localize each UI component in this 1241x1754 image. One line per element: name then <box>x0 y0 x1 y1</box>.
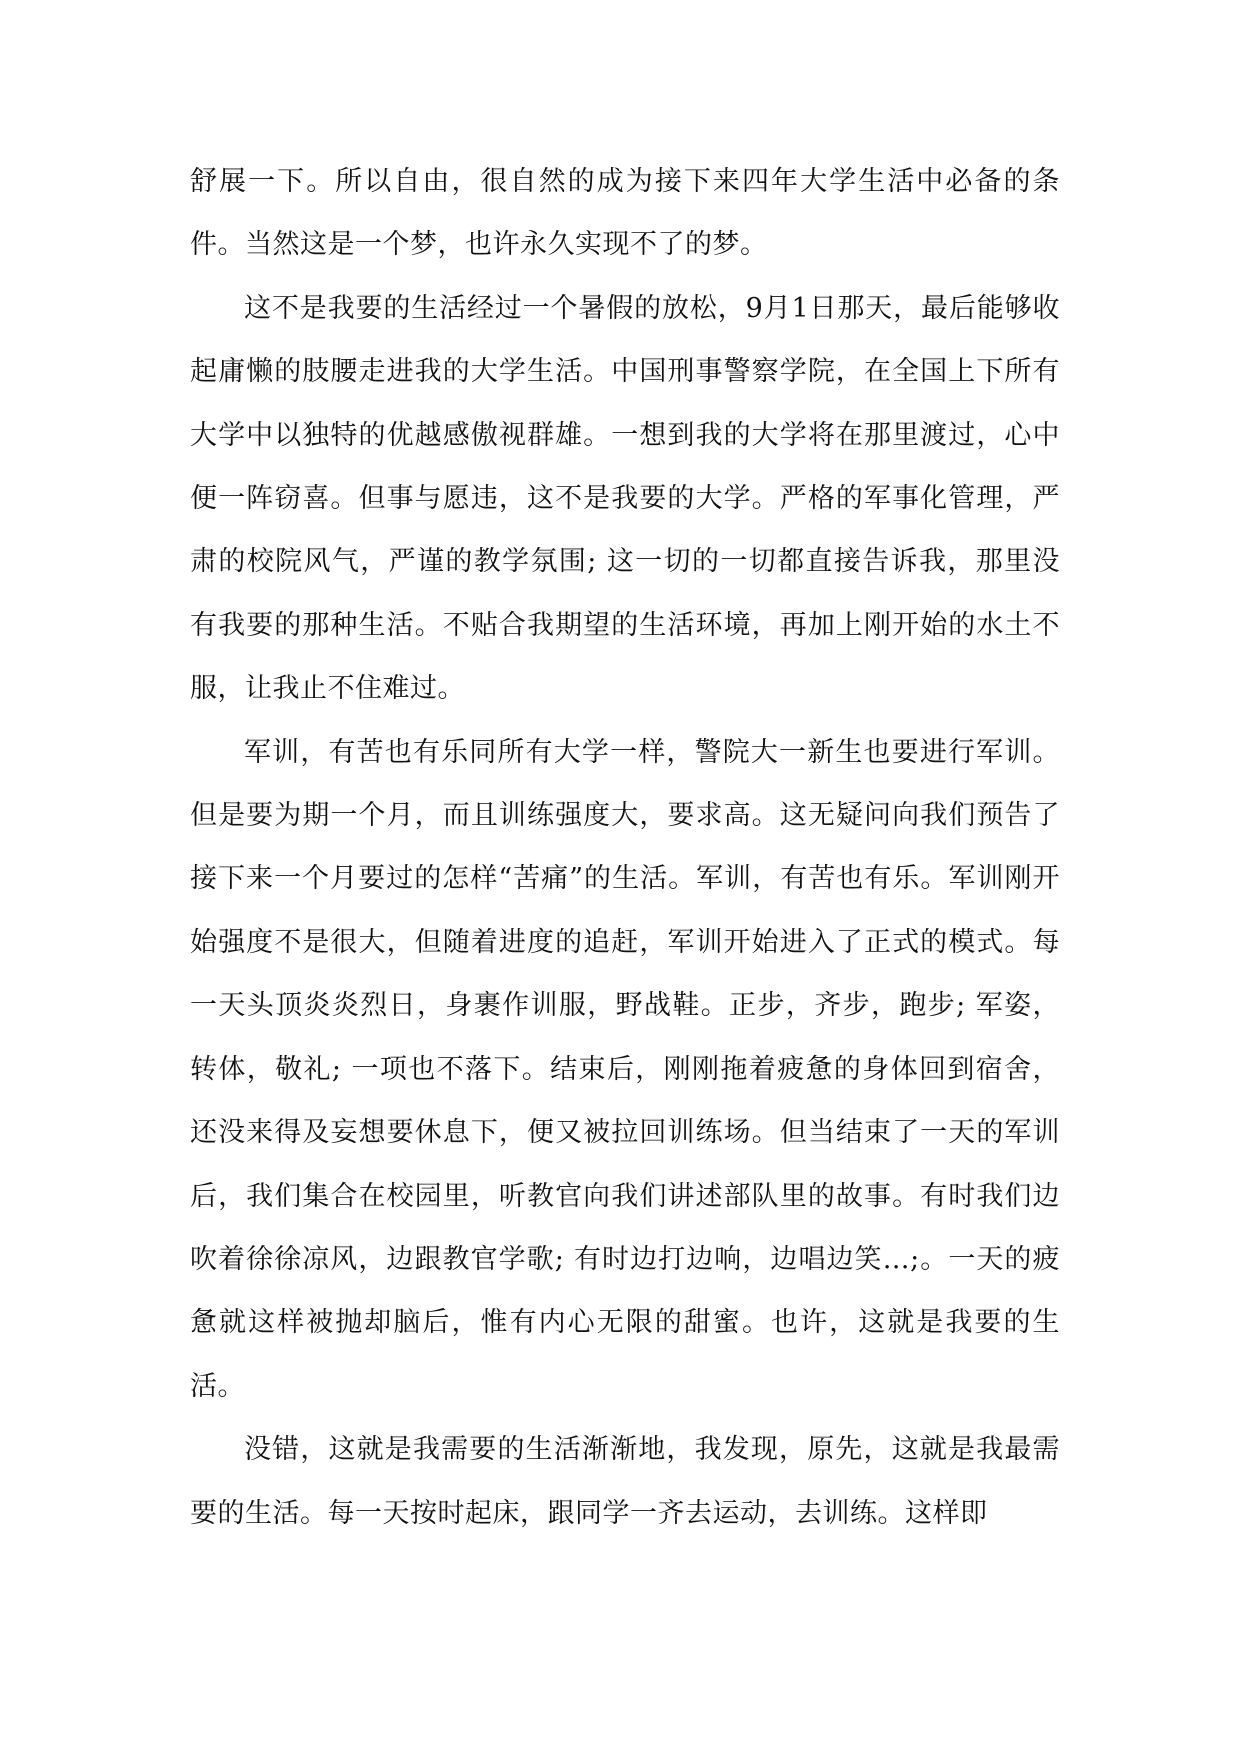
paragraph-4: 没错，这就是我需要的生活渐渐地，我发现，原先，这就是我最需要的生活。每一天按时起床，跟同学一齐去运动，去训练。这样即 <box>190 1434 1060 1529</box>
paragraph-1: 舒展一下。所以自由，很自然的成为接下来四年大学生活中必备的条件。当然这是一个梦，也许永久实现不了的梦。 <box>190 166 1060 261</box>
paragraph-2: 这不是我要的生活经过一个暑假的放松，9月1日那天，最后能够收起庸懒的肢腰走进我的大学生活。中国刑事警察学院，在全国上下所有大学中以独特的优越感傲视群雄。一想到我的大学将在那里渡过，心中便一阵窃喜。但事与愿违，这不是我要的大学。严格的军事化管理，严肃的校院风气，严谨的教学氛围; 这一切的一切都直接告诉我，那里没有我要的那种生活。不贴合我期望的生活环境，再加上刚开始的水土不服，让我止不住难过。 <box>190 292 1060 705</box>
document-body <box>190 150 1060 1545</box>
paragraph-3: 军训，有苦也有乐同所有大学一样，警院大一新生也要进行军训。但是要为期一个月，而且训练强度大，要求高。这无疑问向我们预告了接下来一个月要过的怎样“苦痛”的生活。军训，有苦也有乐。军训刚开始强度不是很大，但随着进度的追赶，军训开始进入了正式的模式。每一天头顶炎炎烈日，身裹作训服，野战鞋。正步，齐步，跑步; 军姿，转体，敬礼; 一项也不落下。结束后，刚刚拖着疲惫的身体回到宿舍，还没来得及妄想要休息下，便又被拉回训练场。但当结束了一天的军训后，我们集合在校园里，听教官向我们讲述部队里的故事。有时我们边吹着徐徐凉风，边跟教官学歌; 有时边打边响，边唱边笑…;。一天的疲惫就这样被抛却脑后，惟有内心无限的甜蜜。也许，这就是我要的生活。 <box>190 736 1060 1402</box>
